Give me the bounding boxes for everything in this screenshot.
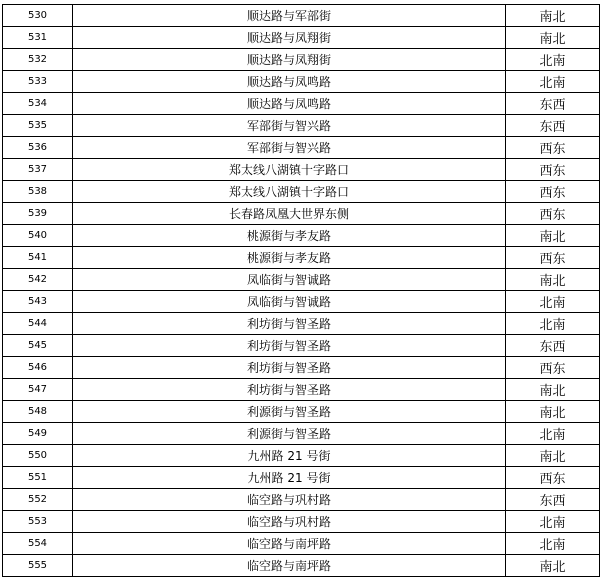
direction-cell: 北南 [506, 511, 600, 533]
direction-cell: 北南 [506, 71, 600, 93]
table-body [3, 5, 600, 577]
row-number-cell: 554 [3, 533, 73, 555]
table-row [3, 27, 600, 49]
direction-cell: 东西 [506, 335, 600, 357]
location-cell: 利坊街与智圣路 [73, 357, 506, 379]
direction-cell: 南北 [506, 445, 600, 467]
direction-cell: 南北 [506, 225, 600, 247]
location-cell: 桃源街与孝友路 [73, 225, 506, 247]
table-row [3, 533, 600, 555]
direction-cell: 南北 [506, 269, 600, 291]
location-cell: 顺达路与凤鸣路 [73, 93, 506, 115]
row-number-cell: 545 [3, 335, 73, 357]
row-number-cell: 551 [3, 467, 73, 489]
row-number-cell: 539 [3, 203, 73, 225]
table-row [3, 225, 600, 247]
location-cell: 郑太线八湖镇十字路口 [73, 181, 506, 203]
table-row [3, 445, 600, 467]
direction-cell: 西东 [506, 181, 600, 203]
row-number-cell: 541 [3, 247, 73, 269]
direction-cell: 西东 [506, 467, 600, 489]
location-cell: 利坊街与智圣路 [73, 335, 506, 357]
table-row [3, 5, 600, 27]
table-row [3, 159, 600, 181]
table-row [3, 71, 600, 93]
location-cell: 顺达路与凤翔街 [73, 27, 506, 49]
table-container [2, 4, 600, 577]
location-cell: 顺达路与凤鸣路 [73, 71, 506, 93]
table-row [3, 423, 600, 445]
row-number-cell: 549 [3, 423, 73, 445]
location-cell: 利源街与智圣路 [73, 401, 506, 423]
location-cell: 利源街与智圣路 [73, 423, 506, 445]
location-cell: 临空路与南坪路 [73, 555, 506, 577]
location-cell: 桃源街与孝友路 [73, 247, 506, 269]
row-number-cell: 546 [3, 357, 73, 379]
row-number-cell: 542 [3, 269, 73, 291]
row-number-cell: 540 [3, 225, 73, 247]
table-row [3, 357, 600, 379]
table-row [3, 181, 600, 203]
table-row [3, 313, 600, 335]
direction-cell: 西东 [506, 137, 600, 159]
table-row [3, 137, 600, 159]
location-cell: 凤临街与智诚路 [73, 269, 506, 291]
direction-cell: 北南 [506, 313, 600, 335]
direction-cell: 南北 [506, 401, 600, 423]
row-number-cell: 535 [3, 115, 73, 137]
table-row [3, 555, 600, 577]
table-row [3, 93, 600, 115]
row-number-cell: 537 [3, 159, 73, 181]
row-number-cell: 547 [3, 379, 73, 401]
row-number-cell: 532 [3, 49, 73, 71]
location-cell: 凤临街与智诚路 [73, 291, 506, 313]
row-number-cell: 544 [3, 313, 73, 335]
row-number-cell: 536 [3, 137, 73, 159]
table-row [3, 203, 600, 225]
row-number-cell: 552 [3, 489, 73, 511]
table-row [3, 335, 600, 357]
location-cell: 九州路 21 号街 [73, 445, 506, 467]
direction-cell: 北南 [506, 49, 600, 71]
direction-cell: 西东 [506, 357, 600, 379]
row-number-cell: 530 [3, 5, 73, 27]
direction-cell: 西东 [506, 247, 600, 269]
row-number-cell: 534 [3, 93, 73, 115]
direction-cell: 南北 [506, 555, 600, 577]
row-number-cell: 533 [3, 71, 73, 93]
row-number-cell: 548 [3, 401, 73, 423]
table-row [3, 489, 600, 511]
table-row [3, 49, 600, 71]
table-row [3, 467, 600, 489]
table-row [3, 379, 600, 401]
row-number-cell: 538 [3, 181, 73, 203]
table-row [3, 115, 600, 137]
location-cell: 利坊街与智圣路 [73, 379, 506, 401]
direction-cell: 南北 [506, 5, 600, 27]
row-number-cell: 550 [3, 445, 73, 467]
location-cell: 长春路凤凰大世界东侧 [73, 203, 506, 225]
direction-cell: 北南 [506, 291, 600, 313]
table-row [3, 247, 600, 269]
direction-cell: 北南 [506, 533, 600, 555]
direction-cell: 南北 [506, 379, 600, 401]
location-cell: 军部街与智兴路 [73, 137, 506, 159]
row-number-cell: 553 [3, 511, 73, 533]
location-cell: 利坊街与智圣路 [73, 313, 506, 335]
location-cell: 九州路 21 号街 [73, 467, 506, 489]
direction-cell: 东西 [506, 489, 600, 511]
direction-cell: 西东 [506, 203, 600, 225]
direction-cell: 东西 [506, 93, 600, 115]
location-cell: 军部街与智兴路 [73, 115, 506, 137]
location-cell: 临空路与巩村路 [73, 489, 506, 511]
direction-cell: 南北 [506, 27, 600, 49]
direction-cell: 北南 [506, 423, 600, 445]
table-row [3, 401, 600, 423]
table-row [3, 269, 600, 291]
direction-cell: 东西 [506, 115, 600, 137]
row-number-cell: 555 [3, 555, 73, 577]
location-cell: 临空路与巩村路 [73, 511, 506, 533]
location-cell: 顺达路与军部街 [73, 5, 506, 27]
row-number-cell: 531 [3, 27, 73, 49]
location-cell: 郑太线八湖镇十字路口 [73, 159, 506, 181]
row-number-cell: 543 [3, 291, 73, 313]
intersection-table [2, 4, 600, 577]
location-cell: 顺达路与凤翔街 [73, 49, 506, 71]
table-row [3, 511, 600, 533]
direction-cell: 西东 [506, 159, 600, 181]
table-row [3, 291, 600, 313]
location-cell: 临空路与南坪路 [73, 533, 506, 555]
